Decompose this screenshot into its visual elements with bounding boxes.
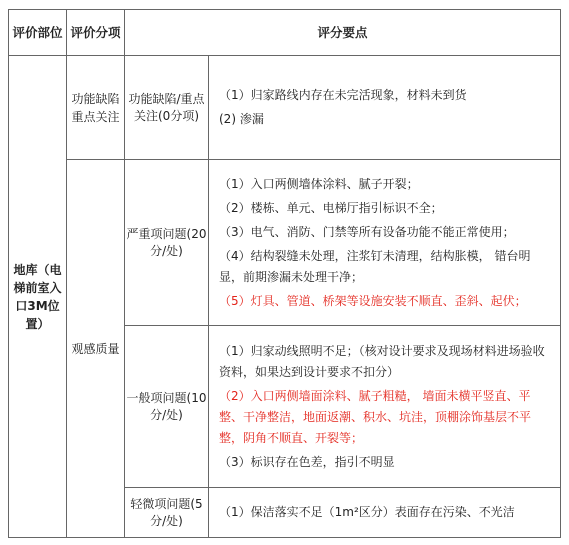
points-cell [209,488,561,538]
subcategory-cell: 功能缺陷/重点关注(0分项) [125,56,209,160]
subcategory-cell: 一般项问题(10分/处) [125,326,209,488]
scoring-table [8,9,561,538]
subcategory-cell: 严重项问题(20分/处) [125,160,209,326]
header-category: 评价分项 [67,10,125,56]
point-item: （2）楼栋、单元、电梯厅指引标识不全； [219,200,443,215]
points-cell [209,160,561,326]
header-row [9,10,561,56]
category-cell: 观感质量 [67,160,125,538]
category-cell: 功能缺陷重点关注 [67,56,125,160]
points-cell [209,56,561,160]
table-row [9,56,561,160]
point-item: （5）灯具、管道、桥架等设施安装不顺直、歪斜、起伏； [219,293,527,308]
points-cell [209,326,561,488]
point-item: （3）电气、消防、门禁等所有设备功能不能正常使用； [219,224,515,239]
subcategory-cell: 轻微项问题(5分/处) [125,488,209,538]
point-item: （1）入口两侧墙体涂料、腻子开裂； [219,176,419,191]
point-item: (2) 渗漏 [219,112,264,126]
point-item: （1）归家路线内存在未完活现象，材料未到货 [219,88,467,102]
header-part: 评价部位 [9,10,67,56]
scoring-table-container [8,9,560,537]
point-item: （4）结构裂缝未处理，注浆钉未清理，结构胀模， 错台明显，前期渗漏未处理干净； [219,248,531,284]
point-item: （3）标识存在色差，指引不明显 [219,454,395,469]
header-points: 评分要点 [125,10,561,56]
point-item: （1）归家动线照明不足；（核对设计要求及现场材料进场验收资料，如果达到设计要求不扣分） [219,343,545,379]
part-cell: 地库（电梯前室入口3M位置） [9,56,67,538]
point-item: （1）保洁落实不足（1m²区分）表面存在污染、不光洁 [219,505,515,519]
table-row [9,160,561,326]
point-item: （2）入口两侧墙面涂料、腻子粗糙， 墙面未横平竖直、平整、干净整洁，地面返潮、积水、坑洼，顶棚涂饰基层不平整，阴角不顺直、开裂等； [219,388,532,445]
